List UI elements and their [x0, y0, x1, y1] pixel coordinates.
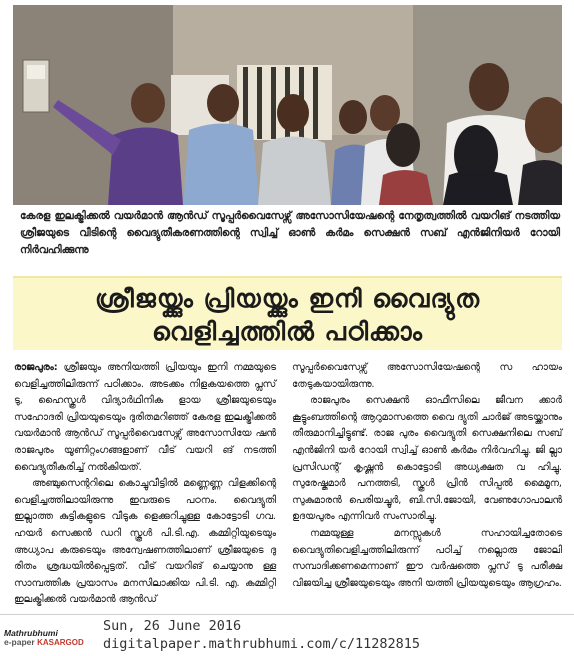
headline-line-1: ശ്രീജയ്ക്കും പ്രിയയ്ക്കും ഇനി വൈദ്യുത — [94, 284, 481, 313]
article-paragraph: രാജപുരം സെക്ഷൻ ഓഫീസിലെ ജീവന ക്കാർ കൂട്ടുംബത്തിന്റെ ആറുമാസത്തെ വൈ ദ്യുതി ചാർജ് അടയ്ക്കാനും തീരുമാനിച്ചിട്ടുണ്ട്. രാജ പുരം വൈദ്യുതി സെക്ഷനിലെ സബ് എൻജിനി യർ റോയി സ്വിച്ച് ഓൺ കർമം നിർവഹിച്ചു. ജി ല്ലാ പ്രസിഡന്റ് കൃഷ്ണൻ കൊട്ടോടി അധ്യക്ഷത വ ഹിച്ചു. സുരേഷ്കുമാർ പനത്തടി, സ്കൂൾ പ്രിൻ സിപ്പൽ മൈമൂന, സുകുമാരൻ പെരിയച്ചൂർ, ബി.സി.ജോയി, വേണുഗോപാലൻ ഉദയപുരം എന്നിവർ സംസാരിച്ചു. — [292, 395, 562, 523]
mathrubhumi-logo — [4, 629, 98, 647]
article-paragraph: നമ്മയുള്ള മനസ്സുകൾ സഹായിച്ചതോടെ വൈദ്യുതിവെളിച്ചത്തിലിരുന്ന് പഠിച്ച് നല്ലൊരു ജോലി സമ്പാദിക്കണമെന്നാണ് ഈ വർഷത്തെ പ്ലസ് ടു പരീക്ഷ വിജയിച്ച ശ്രീജയുടെയും അനി യത്തി പ്രിയയുടെയും ആഗ്രഹം. — [292, 527, 562, 589]
article-text: ശ്രീജയും അനിയത്തി പ്രിയയും ഇനി നമ്മയുടെ വെളിച്ചത്തിലിരുന്ന് പഠിക്കാം. അടക്കം നിളകയത്തെ പ്ലസ് ടു, ഹൈസ്കൂൾ വിദ്യാർഥിനിക ളായ ശ്രീജയുടെയും സഹോദരി പ്രിയയുടെയും ദുരിതമറിഞ്ഞ് കേരള ഇലക്ട്രിക്കൽ വയർമാൻ ആൻഡ് സൂപ്പർവൈസേഴ്സ് അസോസിയേ ഷൻ രാജപുരം യൂണിറ്റംഗങ്ങളാണ് വീട് വയറി ങ് നടത്തി വൈദ്യുതീകരിച്ച് നൽകിയത്. — [14, 362, 276, 473]
article-column-left — [14, 360, 276, 609]
article-column-right — [292, 360, 562, 592]
brand-name: Mathrubhumi — [4, 628, 58, 638]
article-paragraph: സൂപ്പർവൈസേഴ്സ് അസോസിയേഷന്റെ സ ഹായം തേടുകയായിരുന്നു. — [292, 362, 562, 390]
epaper-footer — [0, 614, 574, 656]
dateline: രാജപുരം: — [14, 362, 58, 373]
article-paragraph: അഞ്ചുസെന്ററിലെ കൊച്ചുവീട്ടിൽ മണ്ണെണ്ണ വിളക്കിന്റെ വെളിച്ചത്തിലായിരുന്നു ഇവരുടെ പഠനം. വൈദ്യുതി ഇല്ലാത്ത കുട്ടികളുടെ വീടുക ളെക്കുറിച്ചുള്ള കോട്ടോടി ഗവ. ഹയർ സെക്കൻ ഡറി സ്കൂൾ പി.ടി.എ. കമ്മിറ്റിയുടെയും അധ്യാപ കരുടെയും അന്വേഷണത്തിലാണ് ശ്രീജയുടെ ദു രിതം ശ്രദ്ധയിൽപ്പെട്ടത്. വീട് വയറിങ് ചെയ്യാനു ള്ള സാമ്പത്തിക പ്രയാസം മനസിലാക്കിയ പി.ടി. എ. കമ്മിറ്റി ഇലക്ട്രിക്കൽ വയർമാൻ ആൻഡ് — [14, 478, 276, 606]
source-url[interactable]: digitalpaper.mathrubhumi.com/c/11282815 — [103, 636, 420, 652]
headline-line-2: വെളിച്ചത്തിൽ പഠിക്കാം — [152, 317, 423, 346]
publish-date: Sun, 26 June 2016 — [103, 618, 242, 634]
photo-caption: കേരള ഇലക്ട്രിക്കൽ വയർമാൻ ആൻഡ് സൂപ്പർവൈസേഴ്സ് അസോസിയേഷന്റെ നേതൃത്വത്തിൽ വയറിങ് നടത്തിയ ശ്രീജയുടെ വീടിന്റെ വൈദ്യുതീകരണത്തിന്റെ സ്വിച്ച് ഓൺ കർമം സെക്ഷൻ സബ് എൻജിനിയർ റോയി നിർവഹിക്കുന്നു — [20, 210, 560, 256]
edition-label: KASARGOD — [37, 638, 84, 647]
article-paragraph — [14, 360, 276, 476]
news-photo — [13, 5, 562, 205]
headline — [13, 276, 562, 350]
brand-epaper: e-paper — [4, 637, 35, 647]
date-stamp — [103, 617, 420, 653]
